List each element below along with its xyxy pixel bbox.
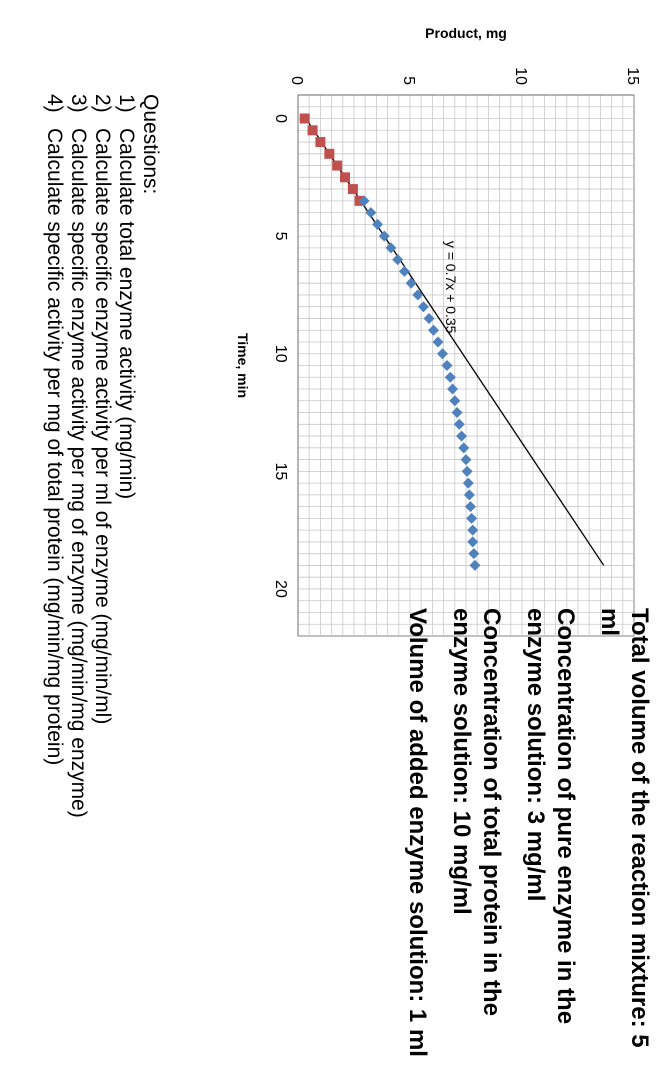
info-total-protein-conc: Concentration of total protein in the enzyme solution: 10 mg/ml <box>448 608 505 1016</box>
data-point-square <box>340 172 350 182</box>
y-tick-label: 10 <box>512 67 529 85</box>
y-tick-label: 0 <box>288 76 305 85</box>
x-tick-label: 10 <box>272 344 289 363</box>
question-number: 1) <box>115 94 138 113</box>
question-text: Calculate specific enzyme activity per mg of enzyme (mg/min/mg enzyme) <box>67 128 90 818</box>
question-text: Calculate specific enzyme activity per ml of enzyme (mg/min/ml) <box>91 128 114 725</box>
y-axis-label: Product, mg <box>425 25 507 41</box>
info-pure-enzyme-conc: Concentration of pure enzyme in the enzyme solution: 3 mg/ml <box>522 608 579 1025</box>
question-item <box>42 94 66 1074</box>
x-axis-label: Time, min <box>235 332 251 399</box>
data-point-square <box>300 114 310 124</box>
y-tick-label: 5 <box>400 76 417 85</box>
info-added-volume: Volume of added enzyme solution: 1 ml <box>404 608 431 1057</box>
question-text: Calculate specific activity per mg of total protein (mg/min/mg protein) <box>43 128 66 766</box>
question-number: 4) <box>43 94 66 113</box>
trendline-equation: y = 0.7x + 0.35 <box>442 240 459 334</box>
question-text: Calculate total enzyme activity (mg/min) <box>115 128 138 500</box>
data-point-square <box>332 161 342 171</box>
question-item <box>66 94 90 1074</box>
x-tick-label: 20 <box>272 580 289 598</box>
data-point-square <box>348 184 358 194</box>
x-tick-label: 15 <box>272 462 289 481</box>
question-item <box>90 94 114 1074</box>
data-point-square <box>315 137 325 147</box>
product-time-chart <box>164 0 664 660</box>
question-number: 3) <box>67 94 90 113</box>
questions-block <box>42 94 162 1074</box>
x-tick-label: 5 <box>272 231 289 241</box>
y-tick-label: 15 <box>624 67 641 85</box>
info-volume-mixture: Total volume of the reaction mixture: 5 ml <box>596 608 653 1048</box>
data-point-square <box>324 149 334 159</box>
question-item <box>114 94 138 1074</box>
data-point-square <box>308 125 318 135</box>
x-tick-label: 0 <box>272 114 289 123</box>
questions-header: Questions: <box>139 94 162 195</box>
question-number: 2) <box>91 94 114 113</box>
